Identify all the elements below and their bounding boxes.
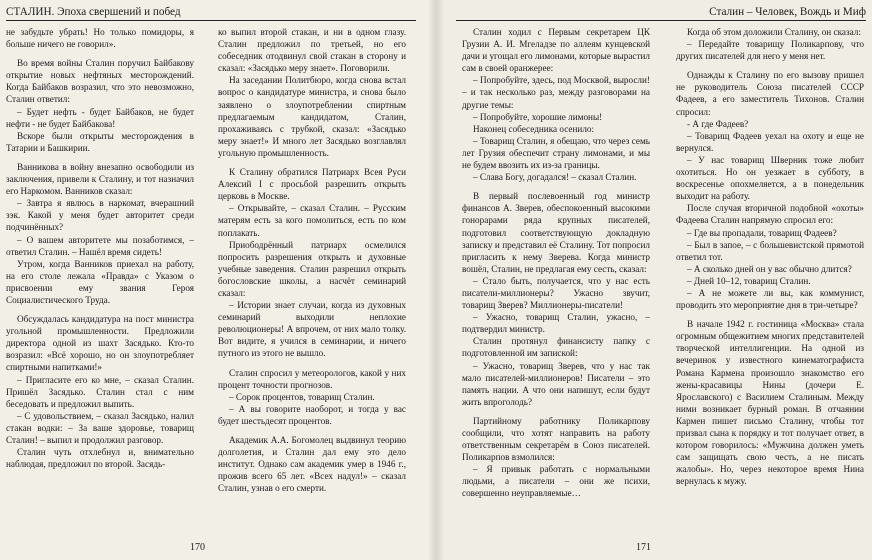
paragraph: Сталин чуть отхлебнул и, внимательно наблюдая, предложил по второй. Засядь- [6, 447, 194, 470]
paragraph: Сталин протянул финансисту папку с подготовленной им запиской: [462, 336, 650, 359]
paragraph: Партийному работнику Поликарпову сообщили, что хотят направить на работу ответственным секретарём в Союз писателей. Поликарпов взмолился: [462, 415, 650, 463]
paragraph: На заседании Политбюро, когда снова встал вопрос о кандидатуре министра, и снова было заявлено о злоупотреблении спиртным предлагаемым кандидатом, Сталин, прохаживаясь с трубкой, сказал: «Засядько меру знает!» И много лет Засядько возглавлял угольную промышленность. [218, 75, 406, 158]
paragraph: – Товарищ Фадеев уехал на охоту и еще не вернулся. [676, 130, 864, 153]
running-header-right: Сталин – Человек, Вождь и Миф [456, 4, 866, 21]
paragraph: Когда об этом доложили Сталину, он сказал: [687, 27, 861, 37]
paragraph: – Ужасно, товарищ Зверев, что у нас так мало писателей-миллионеров! Писатели – это память нации. А что они напишут, если будут жить впроголодь? [462, 360, 650, 407]
paragraph: – Попробуйте, хорошие лимоны! [473, 111, 603, 122]
paragraph: Утром, когда Ванников приехал на работу, на его столе лежала «Правда» с Указом о присвоении ему звания Героя Социалистического Труда. [6, 258, 194, 305]
paragraph: В начале 1942 г. гостиница «Москва» стала огромным общежитием многих представителей творческой интеллигенции. На одной из вечеринок у известного кинематографиста Романа Кармена произошло знакомство его жены-красавицы Нины (дочери Е. Ярославского) с Василием Сталиным. Между ними возникает бурный роман. В отчаянии Кармен пишет письмо Сталину, чтобы тот призвал сына к порядку и тот получает ответ, в котором говорилось: «Мужчина должен уметь сам защищать свою честь, а не писать жалобы». Но, через некоторое время Нина вернулась к мужу. [676, 319, 864, 487]
right-page-column-2 [676, 26, 864, 534]
paragraph: К Сталину обратился Патриарх Всея Руси Алексий I с просьбой разрешить открыть церковь в Москве. [218, 167, 406, 202]
paragraph: Обсуждалась кандидатура на пост министра угольной промышленности. Предложили директора одной из шахт Засядько. Кто-то возразил: «Всё хорошо, но он злоупотребляет спиртными напитками!» [6, 314, 194, 373]
paragraph: – Пригласите его ко мне, – сказал Сталин. Пришёл Засядько. Сталин стал с ним беседовать и предложил выпить. [6, 374, 194, 409]
paragraph: – Слава Богу, догадался! – сказал Сталин. [473, 172, 637, 183]
paragraph: В первый послевоенный год министр финансов А. Зверев, обеспокоенный высокими гонорарами ряда крупных писателей, подготовил соответствующую докладную записку и представил её Сталину. Тот попросил пригласить к нему Зверева. Когда министр вошёл, Сталин, не предлагая ему сесть, сказал: [462, 191, 650, 274]
paragraph: – Я привык работать с нормальными людьми, а писатели – они же психи, совершенно неуправляемые… [462, 464, 650, 499]
paragraph: – У нас товарищ Шверник тоже любит охотиться. Но он уезжает в субботу, в воскресенье опохмеляется, а в понедельник выходит на работу. [676, 154, 864, 202]
paragraph: – С удовольствием, – сказал Засядько, налил стакан водки: – За ваше здоровье, товарищ Сталин! – выпил и продолжил разговор. [6, 410, 194, 445]
paragraph: – Стало быть, получается, что у нас есть писатели-миллионеры? Ужасно звучит, товарищ Зверев? Миллионеры-писатели! [462, 275, 650, 311]
right-page-column-1 [462, 26, 650, 534]
paragraph: После случая вторичной подобной «охоты» Фадеева Сталин напрямую спросил его: [676, 203, 864, 226]
right-page [436, 0, 872, 560]
paragraph: – Был в запое, – с большевистской прямотой ответил тот. [676, 239, 864, 262]
paragraph: – Истории знает случаи, когда из духовных семинарий выходили неплохие революционеры! А впрочем, от них мало толку. Вот видите, я учился в семинарии, и ничего путного из этого не вышло. [218, 300, 406, 359]
paragraph: Сталин ходил с Первым секретарем ЦК Грузии А. И. Мгеладзе по аллеям кунцевской дачи и угощал его лимонами, которые вырастил сам в своей оранжерее: [462, 27, 650, 74]
paragraph: – Завтра я явлюсь в наркомат, вчерашний зэк. Какой у меня будет авторитет среди подчинённых? [6, 198, 194, 233]
page-number-right: 171 [636, 542, 651, 553]
paragraph: – Будет нефть - будет Байбаков, не будет нефти - не будет Байбакова! [6, 106, 194, 129]
left-page-column-2 [218, 26, 406, 534]
paragraph: – Дней 10–12, товарищ Сталин. [687, 275, 811, 286]
paragraph: - А где Фадеев? [687, 118, 749, 129]
paragraph: Академик А.А. Богомолец выдвинул теорию долголетия, и Сталин дал ему это дело институт. Однако сам академик умер в 1946 г., прожив всего 65 лет. «Всех надул!» – сказал Сталин, узнав о его смерти. [218, 435, 406, 494]
left-page-column-1 [6, 26, 194, 534]
paragraph: – А не можете ли вы, как коммунист, проводить это мероприятие дня в три-четыре? [676, 287, 864, 311]
page-number-left: 170 [190, 542, 205, 553]
paragraph: Приободрённый патриарх осмелился попросить разрешения открыть и духовные учебные заведения. Сталин разрешил открыть богословские школы, а насчёт семинарий сказал: [218, 239, 406, 298]
paragraph: Однажды к Сталину по его вызову пришел не руководитель Союза писателей СССР Фадеев, а его заместитель Тихонов. Сталин спросил: [676, 70, 864, 117]
paragraph: Вскоре были открыты месторождения в Татарии и Башкирии. [6, 130, 194, 153]
paragraph: – А сколько дней он у вас обычно длится? [687, 263, 852, 274]
paragraph: – Ужасно, товарищ Сталин, ужасно, – подтвердил министр. [462, 312, 650, 335]
paragraph: – Попробуйте, здесь, под Москвой, выросли! – и так несколько раз, между разговорами на другие темы: [462, 75, 650, 110]
paragraph: – Товарищ Сталин, я обещаю, что через семь лет Грузия обеспечит страну лимонами, и мы не будем ввозить их из-за границы. [462, 135, 650, 171]
paragraph: – О вашем авторитете мы позаботимся, – ответил Сталин. – Нашёл время сидеть! [6, 234, 194, 257]
running-header-left: СТАЛИН. Эпоха свершений и побед [6, 4, 416, 21]
paragraph: – Передайте товарищу Поликарпову, что других писателей для него у меня нет. [676, 39, 864, 62]
paragraph: Во время войны Сталин поручил Байбакову открытие новых нефтяных месторождений. Когда Байбаков возразил, что это невозможно, Сталин ответил: [6, 58, 194, 105]
paragraph: Наконец собеседника осенило: [473, 123, 595, 134]
paragraph: не забудьте убрать! Но только помидоры, я больше ничего не говорил». [6, 27, 194, 50]
paragraph: – А вы говорите наоборот, и тогда у вас будет шестьдесят процентов. [218, 403, 406, 426]
paragraph: – Где вы пропадали, товарищ Фадеев? [687, 227, 837, 238]
paragraph: Ванникова в войну внезапно освободили из заключения, привели к Сталину, и тот назначил его Наркомом. Ванников сказал: [6, 161, 194, 197]
paragraph: – Открывайте, – сказал Сталин. – Русским матерям есть за кого помолиться, есть по ком поплакать. [218, 203, 406, 238]
paragraph: ко выпил второй стакан, и ни в одном глазу. Сталин предложил по третьей, но его собеседник отодвинул свой стакан в сторону и сказал: «Засядько меру знает». Поговорили. [218, 27, 406, 74]
paragraph: Сталин спросил у метеорологов, какой у них процент точности прогнозов. [218, 367, 406, 390]
paragraph: – Сорок процентов, товарищ Сталин. [229, 391, 375, 402]
